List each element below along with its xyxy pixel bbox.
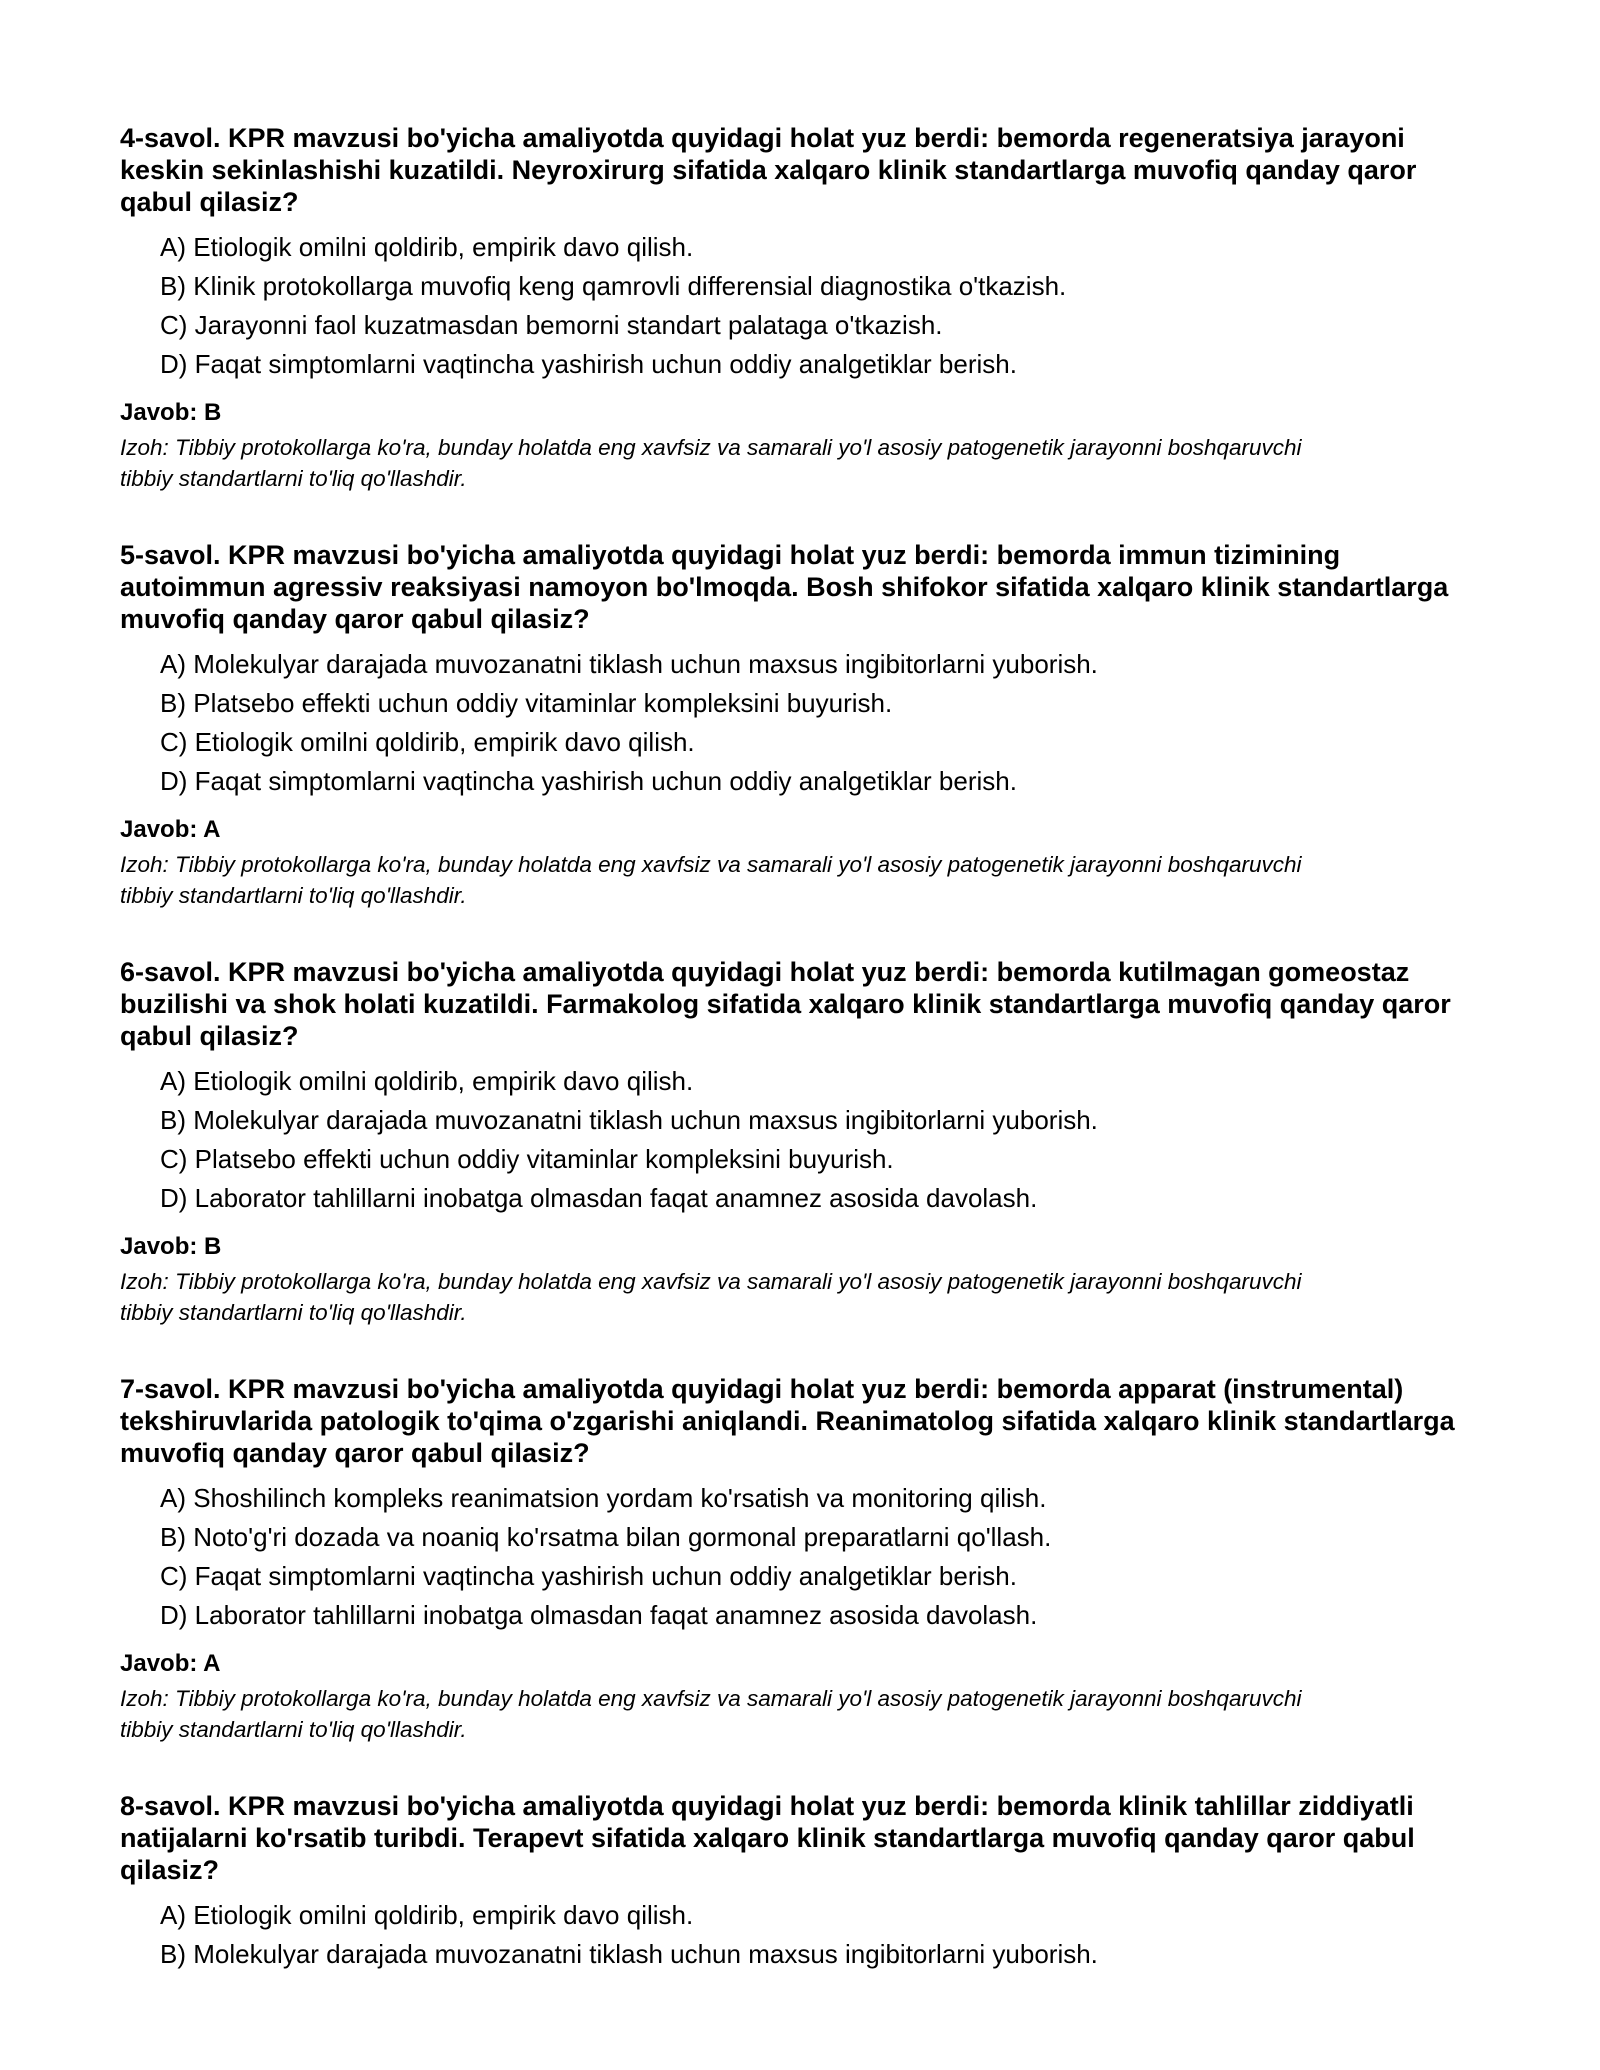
question-title: 4-savol. KPR mavzusi bo'yicha amaliyotda quyidagi holat yuz berdi: bemorda regeneratsiya jarayoni keskin sekinlashishi kuzatildi. Neyroxirurg sifatida xalqaro klinik standartlarga muvofiq qanday qaror qabul qilasiz? (120, 123, 1417, 217)
explanation-note: Izoh: Tibbiy protokollarga ko'ra, bunday holatda eng xavfsiz va samarali yo'l asosiy patogenetik jarayonni boshqaruvchi tibbiy standartlarni to'liq qo'llashdir. (120, 1686, 1302, 1742)
explanation-note: Izoh: Tibbiy protokollarga ko'ra, bunday holatda eng xavfsiz va samarali yo'l asosiy patogenetik jarayonni boshqaruvchi tibbiy standartlarni to'liq qo'llashdir. (120, 852, 1302, 908)
explanation-note: Izoh: Tibbiy protokollarga ko'ra, bunday holatda eng xavfsiz va samarali yo'l asosiy patogenetik jarayonni boshqaruvchi tibbiy standartlarni to'liq qo'llashdir. (120, 435, 1302, 491)
option-b: B) Noto'g'ri dozada va noaniq ko'rsatma bilan gormonal preparatlarni qo'llash. (160, 1522, 1052, 1552)
option-list (160, 228, 1490, 384)
option-d: D) Faqat simptomlarni vaqtincha yashirish uchun oddiy analgetiklar berish. (160, 766, 1017, 796)
option-b: B) Molekulyar darajada muvozanatni tiklash uchun maxsus ingibitorlarni yuborish. (160, 1939, 1098, 1969)
option-b: B) Klinik protokollarga muvofiq keng qamrovli differensial diagnostika o'tkazish. (160, 271, 1067, 301)
option-a: A) Molekulyar darajada muvozanatni tiklash uchun maxsus ingibitorlarni yuborish. (160, 649, 1098, 679)
answer: Javob: A (120, 1650, 221, 1677)
option-c: C) Faqat simptomlarni vaqtincha yashirish uchun oddiy analgetiklar berish. (160, 1561, 1017, 1591)
option-c: C) Etiologik omilni qoldirib, empirik davo qilish. (160, 727, 695, 757)
option-list (160, 645, 1490, 801)
option-a: A) Etiologik omilni qoldirib, empirik davo qilish. (160, 1900, 694, 1930)
question-7 (120, 1373, 1490, 1745)
option-list (160, 1479, 1490, 1635)
option-list (160, 1062, 1490, 1218)
option-d: D) Laborator tahlillarni inobatga olmasdan faqat anamnez asosida davolash. (160, 1183, 1038, 1213)
option-b: B) Molekulyar darajada muvozanatni tiklash uchun maxsus ingibitorlarni yuborish. (160, 1105, 1098, 1135)
option-d: D) Laborator tahlillarni inobatga olmasdan faqat anamnez asosida davolash. (160, 1600, 1038, 1630)
option-a: A) Shoshilinch kompleks reanimatsion yordam ko'rsatish va monitoring qilish. (160, 1483, 1047, 1513)
option-c: C) Jarayonni faol kuzatmasdan bemorni standart palataga o'tkazish. (160, 310, 943, 340)
question-5 (120, 539, 1490, 911)
answer: Javob: B (120, 399, 222, 426)
option-d: D) Faqat simptomlarni vaqtincha yashirish uchun oddiy analgetiklar berish. (160, 349, 1017, 379)
question-4 (120, 122, 1490, 494)
question-title: 6-savol. KPR mavzusi bo'yicha amaliyotda quyidagi holat yuz berdi: bemorda kutilmagan gomeostaz buzilishi va shok holati kuzatildi. Farmakolog sifatida xalqaro klinik standartlarga muvofiq qanday qaror qabul qilasiz? (120, 957, 1451, 1051)
answer: Javob: B (120, 1233, 222, 1260)
option-list (160, 1896, 1490, 1974)
question-6 (120, 956, 1490, 1328)
question-title: 5-savol. KPR mavzusi bo'yicha amaliyotda quyidagi holat yuz berdi: bemorda immun tizimining autoimmun agressiv reaksiyasi namoyon bo'lmoqda. Bosh shifokor sifatida xalqaro klinik standartlarga muvofiq qanday qaror qabul qilasiz? (120, 540, 1449, 634)
option-a: A) Etiologik omilni qoldirib, empirik davo qilish. (160, 232, 694, 262)
question-title: 8-savol. KPR mavzusi bo'yicha amaliyotda quyidagi holat yuz berdi: bemorda klinik tahlillar ziddiyatli natijalarni ko'rsatib turibdi. Terapevt sifatida xalqaro klinik standartlarga muvofiq qanday qaror qabul qilasiz? (120, 1791, 1415, 1885)
option-c: C) Platsebo effekti uchun oddiy vitaminlar kompleksini buyurish. (160, 1144, 894, 1174)
question-title: 7-savol. KPR mavzusi bo'yicha amaliyotda quyidagi holat yuz berdi: bemorda apparat (instrumental) tekshiruvlarida patologik to'qima o'zgarishi aniqlandi. Reanimatolog sifatida xalqaro klinik standartlarga muvofiq qanday qaror qabul qilasiz? (120, 1374, 1455, 1468)
answer: Javob: A (120, 816, 221, 843)
question-8 (120, 1790, 1490, 1974)
option-b: B) Platsebo effekti uchun oddiy vitaminlar kompleksini buyurish. (160, 688, 893, 718)
explanation-note: Izoh: Tibbiy protokollarga ko'ra, bunday holatda eng xavfsiz va samarali yo'l asosiy patogenetik jarayonni boshqaruvchi tibbiy standartlarni to'liq qo'llashdir. (120, 1269, 1302, 1325)
option-a: A) Etiologik omilni qoldirib, empirik davo qilish. (160, 1066, 694, 1096)
